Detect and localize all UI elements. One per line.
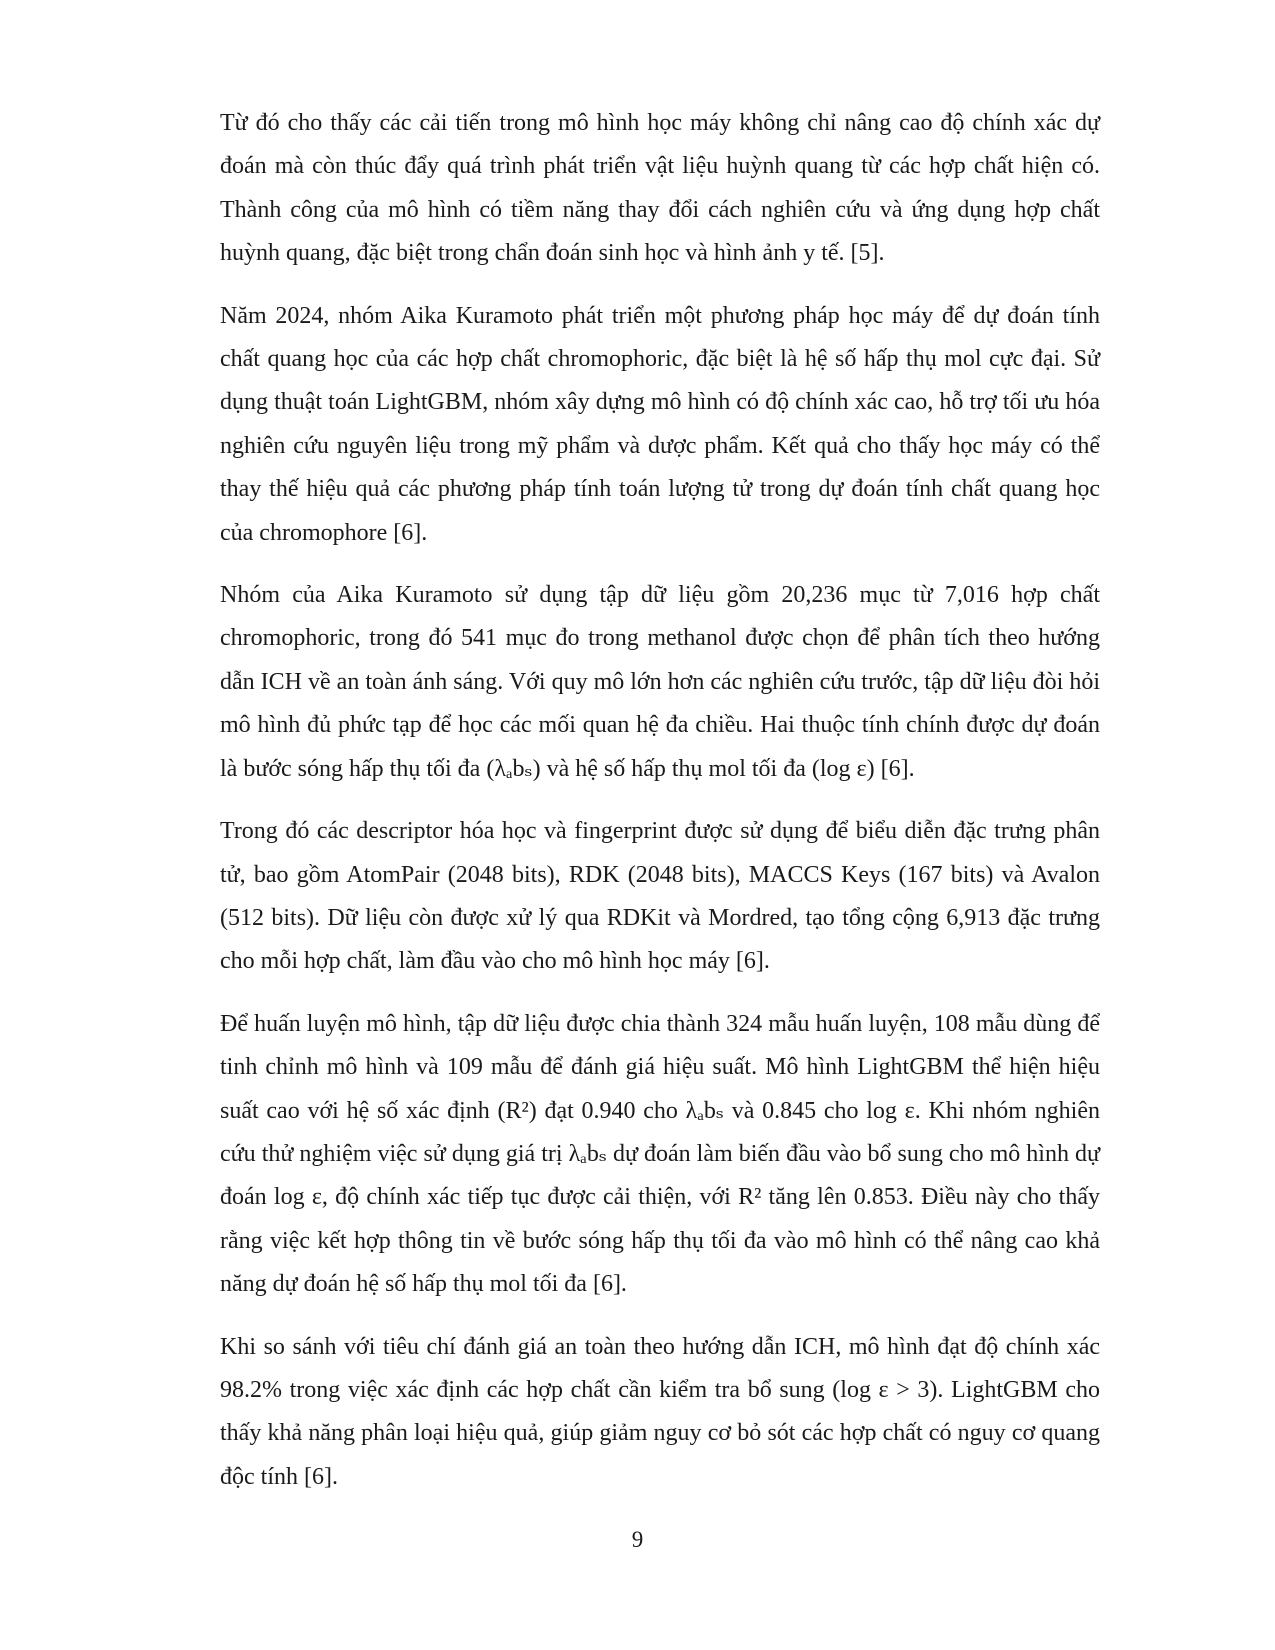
paragraph: Trong đó các descriptor hóa học và fingerprint được sử dụng để biểu diễn đặc trưng phân tử, bao gồm AtomPair (2048 bits), RDK (2048 bits), MACCS Keys (167 bits) và Avalon (512 bits). Dữ liệu còn được xử lý qua RDKit và Mordred, tạo tổng cộng 6,913 đặc trưng cho mỗi hợp chất, làm đầu vào cho mô hình học máy [6]. [220,818,1100,975]
paragraph: Từ đó cho thấy các cải tiến trong mô hình học máy không chỉ nâng cao độ chính xác dự đoán mà còn thúc đẩy quá trình phát triển vật liệu huỳnh quang từ các hợp chất hiện có. Thành công của mô hình có tiềm năng thay đổi cách nghiên cứu và ứng dụng hợp chất huỳnh quang, đặc biệt trong chẩn đoán sinh học và hình ảnh y tế. [5]. [220,110,1100,267]
paragraph: Để huấn luyện mô hình, tập dữ liệu được chia thành 324 mẫu huấn luyện, 108 mẫu dùng để tinh chỉnh mô hình và 109 mẫu để đánh giá hiệu suất. Mô hình LightGBM thể hiện hiệu suất cao với hệ số xác định (R²) đạt 0.940 cho λₐbₛ và 0.845 cho log ε. Khi nhóm nghiên cứu thử nghiệm việc sử dụng giá trị λₐbₛ dự đoán làm biến đầu vào bổ sung cho mô hình dự đoán log ε, độ chính xác tiếp tục được cải thiện, với R² tăng lên 0.853. Điều này cho thấy rằng việc kết hợp thông tin về bước sóng hấp thụ tối đa vào mô hình có thể nâng cao khả năng dự đoán hệ số hấp thụ mol tối đa [6]. [220,1010,1100,1298]
paragraph: Năm 2024, nhóm Aika Kuramoto phát triển một phương pháp học máy để dự đoán tính chất quang học của các hợp chất chromophoric, đặc biệt là hệ số hấp thụ mol cực đại. Sử dụng thuật toán LightGBM, nhóm xây dựng mô hình có độ chính xác cao, hỗ trợ tối ưu hóa nghiên cứu nguyên liệu trong mỹ phẩm và dược phẩm. Kết quả cho thấy học máy có thể thay thế hiệu quả các phương pháp tính toán lượng tử trong dự đoán tính chất quang học của chromophore [6]. [220,302,1100,546]
page-number: 9 [631,1527,644,1552]
body-text [220,102,1100,1518]
paragraph: Nhóm của Aika Kuramoto sử dụng tập dữ liệu gồm 20,236 mục từ 7,016 hợp chất chromophoric, trong đó 541 mục đo trong methanol được chọn để phân tích theo hướng dẫn ICH về an toàn ánh sáng. Với quy mô lớn hơn các nghiên cứu trước, tập dữ liệu đòi hỏi mô hình đủ phức tạp để học các mối quan hệ đa chiều. Hai thuộc tính chính được dự đoán là bước sóng hấp thụ tối đa (λₐbₛ) và hệ số hấp thụ mol tối đa (log ε) [6]. [220,582,1100,782]
paragraph: Khi so sánh với tiêu chí đánh giá an toàn theo hướng dẫn ICH, mô hình đạt độ chính xác 98.2% trong việc xác định các hợp chất cần kiểm tra bổ sung (log ε > 3). LightGBM cho thấy khả năng phân loại hiệu quả, giúp giảm nguy cơ bỏ sót các hợp chất có nguy cơ quang độc tính [6]. [220,1333,1100,1490]
